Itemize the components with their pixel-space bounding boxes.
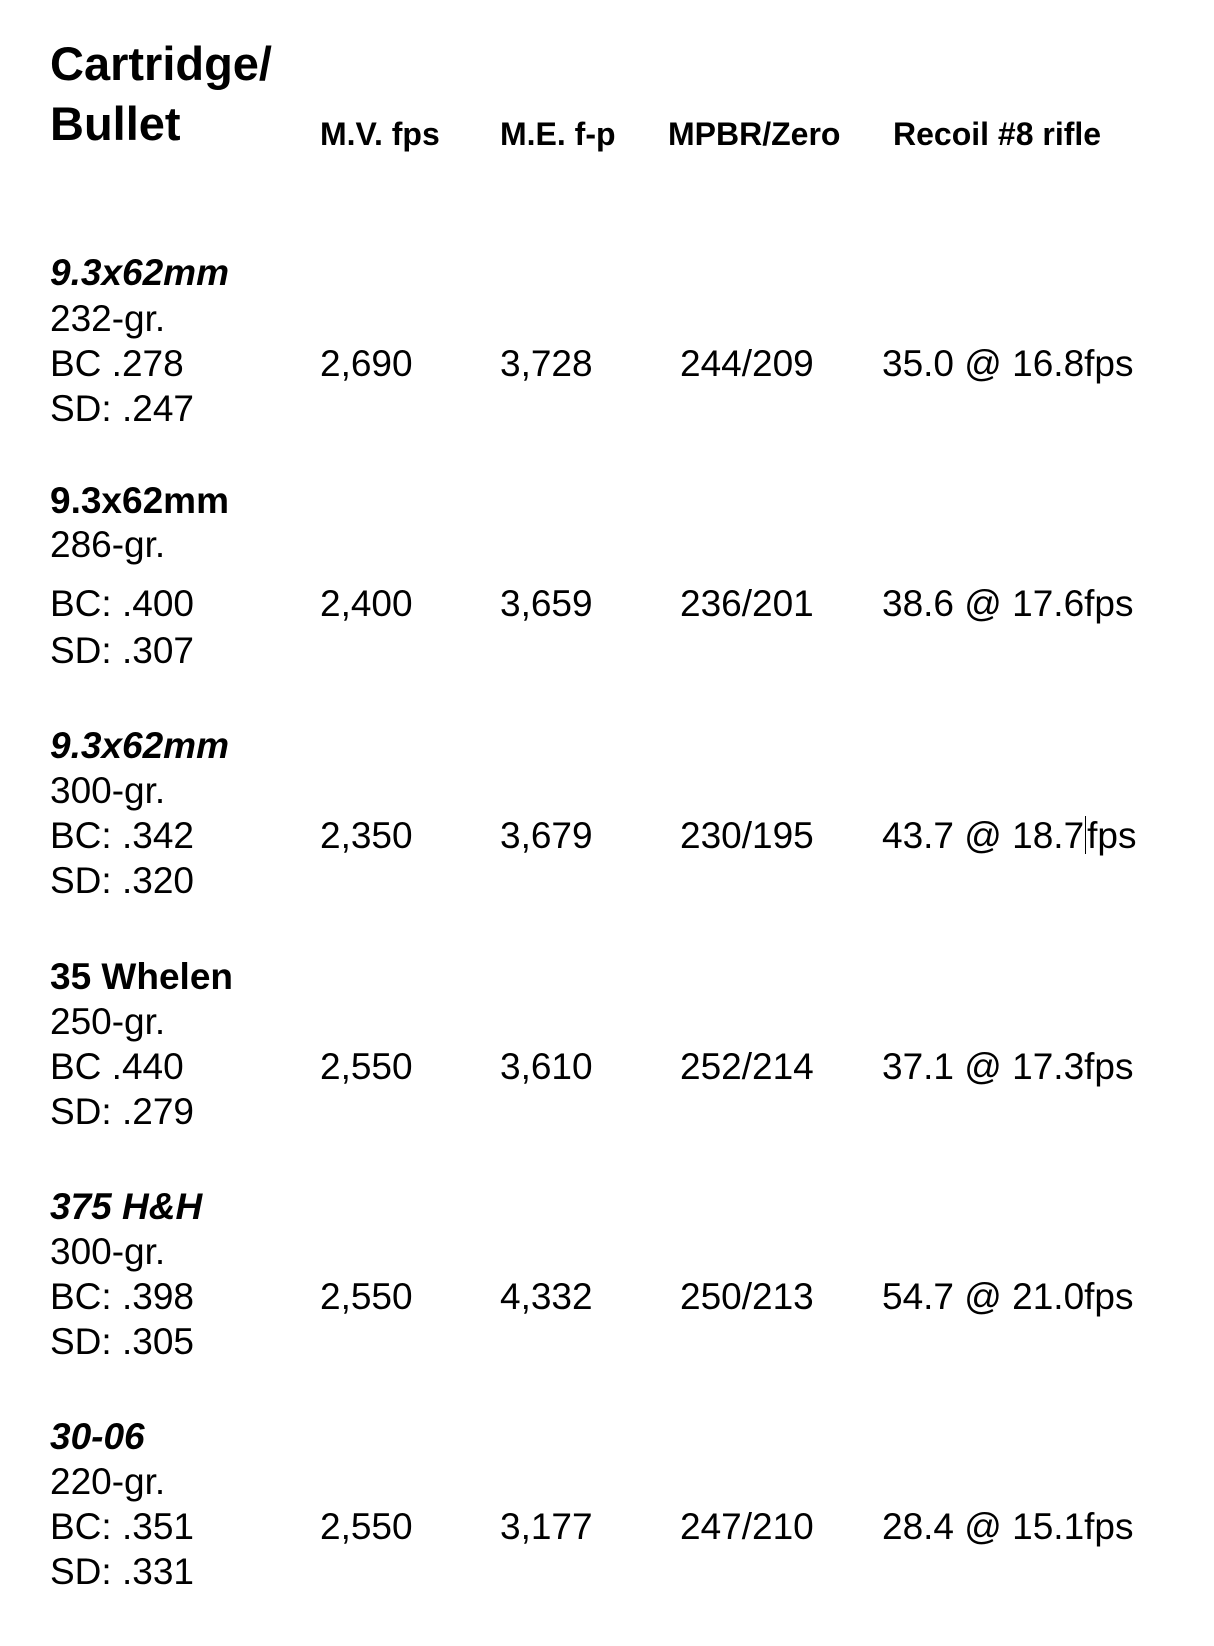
bullet-weight: 232-gr. bbox=[50, 298, 166, 339]
recoil: 54.7 @ 21.0fps bbox=[882, 1276, 1134, 1317]
recoil-unit: fps bbox=[1087, 815, 1137, 856]
cartridge-name: 9.3x62mm bbox=[50, 480, 229, 521]
text-cursor-caret bbox=[1085, 816, 1086, 854]
cartridge-header-line2: Bullet bbox=[50, 97, 181, 150]
mpbr-header: MPBR/Zero bbox=[668, 116, 841, 152]
me-header: M.E. f-p bbox=[500, 116, 616, 152]
recoil: 38.6 @ 17.6fps bbox=[882, 583, 1134, 624]
recoil: 35.0 @ 16.8fps bbox=[882, 343, 1134, 384]
muzzle-velocity: 2,550 bbox=[320, 1506, 413, 1547]
cartridge-name: 375 H&H bbox=[50, 1186, 203, 1227]
ballistic-coefficient: BC .440 bbox=[50, 1046, 184, 1087]
cartridge-bullet-header bbox=[50, 37, 272, 160]
ballistic-coefficient: BC: .400 bbox=[50, 583, 194, 624]
bullet-weight: 300-gr. bbox=[50, 1231, 166, 1272]
muzzle-velocity: 2,550 bbox=[320, 1276, 413, 1317]
mpbr-zero: 252/214 bbox=[680, 1046, 814, 1087]
muzzle-velocity: 2,690 bbox=[320, 343, 413, 384]
cartridge-name: 35 Whelen bbox=[50, 956, 233, 997]
ballistic-coefficient: BC: .351 bbox=[50, 1506, 194, 1547]
muzzle-energy: 3,728 bbox=[500, 343, 593, 384]
bullet-weight: 300-gr. bbox=[50, 770, 166, 811]
bullet-weight: 286-gr. bbox=[50, 524, 166, 565]
mv-header: M.V. fps bbox=[320, 116, 440, 152]
sectional-density: SD: .320 bbox=[50, 860, 194, 901]
mpbr-zero: 236/201 bbox=[680, 583, 814, 624]
sectional-density: SD: .305 bbox=[50, 1321, 194, 1362]
muzzle-energy: 3,610 bbox=[500, 1046, 593, 1087]
cartridge-name: 30-06 bbox=[50, 1416, 145, 1457]
mpbr-zero: 250/213 bbox=[680, 1276, 814, 1317]
ballistic-coefficient: BC: .398 bbox=[50, 1276, 194, 1317]
mpbr-zero: 247/210 bbox=[680, 1506, 814, 1547]
mpbr-zero: 230/195 bbox=[680, 815, 814, 856]
muzzle-energy: 3,177 bbox=[500, 1506, 593, 1547]
bullet-weight: 250-gr. bbox=[50, 1001, 166, 1042]
sectional-density: SD: .279 bbox=[50, 1091, 194, 1132]
muzzle-velocity: 2,350 bbox=[320, 815, 413, 856]
cartridge-header-line1: Cartridge/ bbox=[50, 37, 272, 90]
recoil: 37.1 @ 17.3fps bbox=[882, 1046, 1134, 1087]
sectional-density: SD: .307 bbox=[50, 630, 194, 671]
recoil bbox=[882, 813, 1137, 859]
cartridge-name: 9.3x62mm bbox=[50, 725, 229, 766]
recoil: 28.4 @ 15.1fps bbox=[882, 1506, 1134, 1547]
muzzle-energy: 4,332 bbox=[500, 1276, 593, 1317]
cartridge-name: 9.3x62mm bbox=[50, 252, 229, 293]
muzzle-energy: 3,679 bbox=[500, 815, 593, 856]
ballistic-coefficient: BC: .342 bbox=[50, 815, 194, 856]
ballistic-coefficient: BC .278 bbox=[50, 343, 184, 384]
muzzle-velocity: 2,550 bbox=[320, 1046, 413, 1087]
recoil-header: Recoil #8 rifle bbox=[893, 116, 1102, 152]
sectional-density: SD: .247 bbox=[50, 388, 194, 429]
mpbr-zero: 244/209 bbox=[680, 343, 814, 384]
bullet-weight: 220-gr. bbox=[50, 1461, 166, 1502]
recoil-value: 43.7 @ 18.7 bbox=[882, 815, 1085, 856]
sectional-density: SD: .331 bbox=[50, 1551, 194, 1592]
muzzle-energy: 3,659 bbox=[500, 583, 593, 624]
muzzle-velocity: 2,400 bbox=[320, 583, 413, 624]
